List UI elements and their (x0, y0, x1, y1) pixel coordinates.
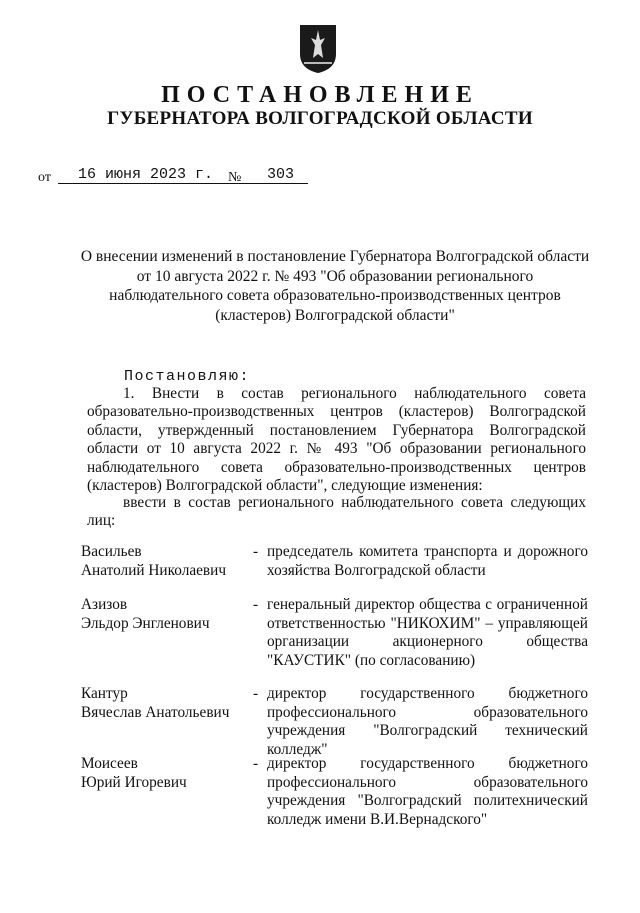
coat-of-arms-emblem (299, 24, 337, 74)
member-surname: Кантур (81, 685, 128, 702)
member-dash: - (253, 543, 259, 560)
member-position: председатель комитета транспорта и дорожного хозяйства Волгоградской области (267, 543, 588, 579)
member-given-names: Анатолий Николаевич (81, 561, 227, 579)
paragraph-1-text: 1. Внести в состав регионального наблюдательного совета образовательно-производственных центров (кластеров) Волгоградской области, утвержденный постановлением Губернатора Волгоградской области от 10 августа 2022 г. № 493 "Об образовании регионального наблюдательного совета образовательно-производственных центров (кластеров) Волгоградской области", следующие изменения: (87, 385, 586, 495)
member-given-names: Юрий Игоревич (81, 773, 187, 791)
document-number: 303 (253, 166, 308, 184)
member-position: директор государственного бюджетного профессионального образовательного учреждения "Волгоградский технический колледж" (267, 685, 588, 758)
member-given-names: Эльдор Энгленович (81, 614, 210, 632)
member-name (81, 685, 251, 722)
member-surname: Азизов (81, 596, 128, 613)
member-position: генеральный директор общества с ограниченной ответственностью "НИКОХИМ" – управляющей организации акционерного общества "КАУСТИК" (по согласованию) (267, 596, 588, 669)
member-surname: Васильев (81, 543, 142, 560)
member-name (81, 596, 251, 633)
date-prefix: от (38, 170, 51, 185)
member-position: директор государственного бюджетного профессионального образовательного учреждения "Волгоградский политехнический колледж имени В.И.Вернадского" (267, 755, 588, 828)
member-name (81, 755, 251, 792)
member-given-names: Вячеслав Анатольевич (81, 703, 230, 721)
paragraph-2: ввести в состав регионального наблюдательного совета следующих лиц: (87, 494, 586, 530)
document-title: ПОСТАНОВЛЕНИЕ (161, 82, 479, 108)
member-dash: - (253, 755, 259, 772)
paragraph-1 (87, 385, 586, 495)
document-subtitle: ГУБЕРНАТОРА ВОЛГОГРАДСКОЙ ОБЛАСТИ (107, 108, 533, 129)
member-surname: Моисеев (81, 755, 138, 772)
member-dash: - (253, 596, 259, 613)
document-subject: О внесении изменений в постановление Губернатора Волгоградской области от 10 августа 2022 г. № 493 "Об образовании регионального наблюдательного совета образовательно-производственных центров (кластеров) Волгоградской области" (80, 248, 590, 324)
member-dash: - (253, 685, 259, 702)
document-date: 16 июня 2023 г. (58, 166, 256, 184)
number-sign: № (228, 170, 242, 185)
decree-word: Постановляю: (124, 368, 251, 385)
dateline (38, 166, 338, 188)
member-name (81, 543, 251, 580)
